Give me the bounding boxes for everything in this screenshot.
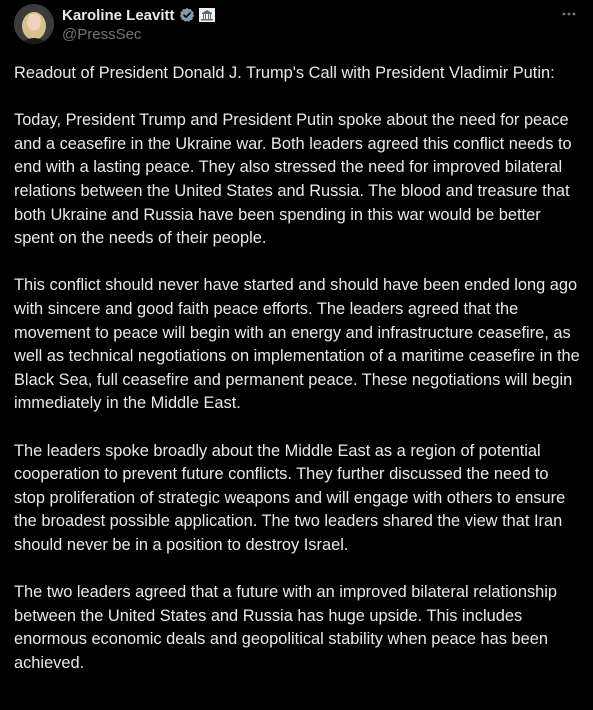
tweet-header: [14, 4, 215, 44]
verified-badge-icon[interactable]: [179, 7, 195, 23]
more-options-button[interactable]: [559, 4, 579, 24]
more-options-icon: [562, 12, 576, 16]
author-info: [62, 5, 215, 43]
tweet-paragraph: This conflict should never have started and should have been ended long ago with sincere and good faith peace efforts. The leaders agreed that the movement to peace will begin with an energy and infrastructure ceasefire, as well as technical negotiations on implementation of a maritime ceasefire in the Black Sea, full ceasefire and permanent peace. These negotiations will begin immediately in the Middle East.: [14, 276, 580, 413]
author-handle[interactable]: @PressSec: [62, 26, 142, 43]
tweet-text: [14, 62, 580, 699]
tweet-paragraph: Today, President Trump and President Putin spoke about the need for peace and a ceasefire in the Ukraine war. Both leaders agreed this conflict needs to end with a lasting peace. They also stressed the need for improved bilateral relations between the United States and Russia. The blood and treasure that both Ukraine and Russia have been spending in this war would be better spent on the needs of their people.: [14, 111, 572, 248]
profile-avatar[interactable]: [14, 4, 54, 44]
tweet-paragraph-title: Readout of President Donald J. Trump's Call with President Vladimir Putin:: [14, 64, 555, 82]
author-display-name[interactable]: Karoline Leavitt: [62, 6, 175, 24]
tweet-paragraph: The two leaders agreed that a future with an improved bilateral relationship between the United States and Russia has huge upside. This includes enormous economic deals and geopolitical stability when peace has been achieved.: [14, 583, 558, 672]
white-house-affiliate-icon[interactable]: [199, 8, 215, 22]
tweet-paragraph: The leaders spoke broadly about the Middle East as a region of potential cooperation to prevent future conflicts. They further discussed the need to stop proliferation of strategic weapons and will engage with others to ensure the broadest possible application. The two leaders shared the view that Iran should never be in a position to destroy Israel.: [14, 441, 566, 554]
avatar-image: [14, 4, 54, 44]
name-row: [62, 5, 215, 25]
